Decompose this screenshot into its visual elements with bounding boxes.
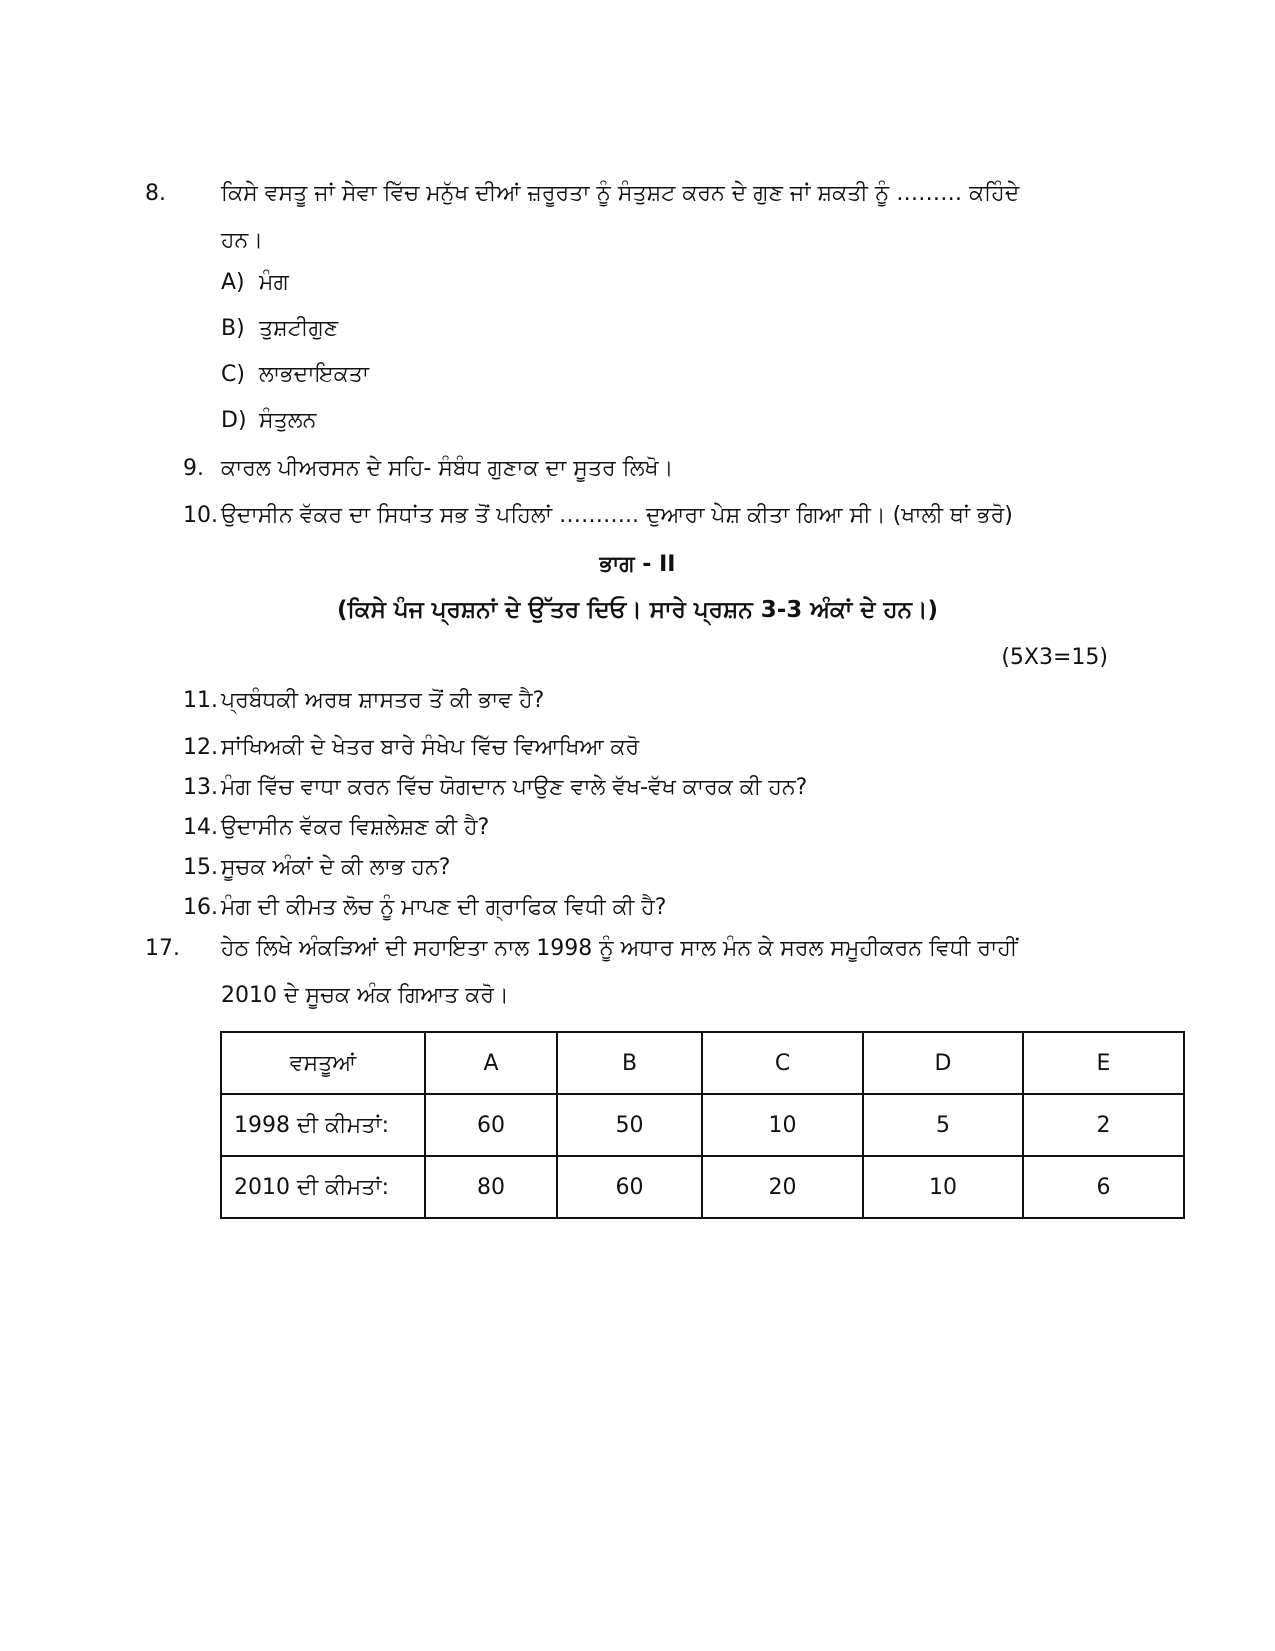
table-cell: 60	[557, 1156, 702, 1218]
question-text-line-2: 2010 ਦੇ ਸੂਚਕ ਅੰਕ ਗਿਆਤ ਕਰੋ।	[221, 983, 509, 1008]
question-16	[183, 884, 1123, 931]
table-cell: 10	[702, 1094, 863, 1156]
table-header-row	[221, 1032, 1184, 1094]
option-text: ਤੁਸ਼ਟੀਗੁਣ	[259, 316, 339, 341]
question-number: 9.	[183, 456, 204, 481]
option-c	[221, 360, 369, 390]
question-text: ਮੰਗ ਵਿੱਚ ਵਾਧਾ ਕਰਨ ਵਿੱਚ ਯੋਗਦਾਨ ਪਾਉਣ ਵਾਲੇ ਵੱਖ-ਵੱਖ ਕਾਰਕ ਕੀ ਹਨ?	[221, 775, 808, 800]
option-a	[221, 268, 289, 298]
question-text: ਸੂਚਕ ਅੰਕਾਂ ਦੇ ਕੀ ਲਾਭ ਹਨ?	[221, 855, 451, 880]
question-number: 15.	[183, 855, 218, 880]
question-11	[183, 677, 1123, 724]
table-cell: 10	[863, 1156, 1023, 1218]
table-header-cell: E	[1023, 1032, 1184, 1094]
option-label: B)	[221, 316, 245, 341]
question-number: 11.	[183, 688, 218, 713]
table-header-cell: ਵਸਤੂਆਂ	[221, 1032, 425, 1094]
question-text: ਸਾਂਖਿਅਕੀ ਦੇ ਖੇਤਰ ਬਾਰੇ ਸੰਖੇਪ ਵਿੱਚ ਵਿਆਖਿਆ ਕਰੋ	[221, 735, 640, 760]
table-header-cell: A	[425, 1032, 557, 1094]
question-number: 17.	[145, 936, 180, 961]
question-10	[183, 492, 1123, 539]
option-label: A)	[221, 270, 245, 295]
price-table	[220, 1031, 1185, 1219]
option-d	[221, 406, 316, 436]
question-number: 13.	[183, 775, 218, 800]
option-label: D)	[221, 408, 247, 433]
table-cell: 50	[557, 1094, 702, 1156]
table-cell: 60	[425, 1094, 557, 1156]
section-title: ਭਾਗ - II	[599, 552, 676, 577]
question-number: 10.	[183, 503, 218, 528]
question-number: 12.	[183, 735, 218, 760]
question-9	[183, 445, 1123, 492]
table-row-label: 2010 ਦੀ ਕੀਮਤਾਂ:	[221, 1156, 425, 1218]
table-header-cell: B	[557, 1032, 702, 1094]
table-cell: 2	[1023, 1094, 1184, 1156]
question-text: ਪ੍ਰਬੰਧਕੀ ਅਰਥ ਸ਼ਾਸਤਰ ਤੋਂ ਕੀ ਭਾਵ ਹੈ?	[221, 688, 545, 713]
table-row	[221, 1156, 1184, 1218]
question-text-line-1: ਹੇਠ ਲਿਖੇ ਅੰਕੜਿਆਂ ਦੀ ਸਹਾਇਤਾ ਨਾਲ 1998 ਨੂੰ ਅਧਾਰ ਸਾਲ ਮੰਨ ਕੇ ਸਰਲ ਸਮੂਹੀਕਰਨ ਵਿਧੀ ਰਾਹੀਂ	[221, 936, 1018, 961]
question-number: 8.	[145, 181, 166, 206]
question-8	[145, 170, 1123, 264]
table-cell: 6	[1023, 1156, 1184, 1218]
question-text-line-2: ਹਨ।	[221, 228, 264, 253]
question-text: ਉਦਾਸੀਨ ਵੱਕਰ ਦਾ ਸਿਧਾਂਤ ਸਭ ਤੋਂ ਪਹਿਲਾਂ ……….. ਦੁਆਰਾ ਪੇਸ਼ ਕੀਤਾ ਗਿਆ ਸੀ। (ਖਾਲੀ ਥਾਂ ਭਰੋ)	[221, 503, 1013, 528]
option-label: C)	[221, 362, 245, 387]
table-row-label: 1998 ਦੀ ਕੀਮਤਾਂ:	[221, 1094, 425, 1156]
section-marks: (5X3=15)	[1001, 645, 1108, 670]
question-text-line-1: ਕਿਸੇ ਵਸਤੂ ਜਾਂ ਸੇਵਾ ਵਿੱਚ ਮਨੁੱਖ ਦੀਆਂ ਜ਼ਰੂਰਤਾ ਨੂੰ ਸੰਤੁਸ਼ਟ ਕਰਨ ਦੇ ਗੁਣ ਜਾਂ ਸ਼ਕਤੀ ਨੂੰ ……… ਕਹਿੰਦੇ	[221, 181, 1020, 206]
table-cell: 20	[702, 1156, 863, 1218]
table-header-cell: D	[863, 1032, 1023, 1094]
table-cell: 5	[863, 1094, 1023, 1156]
section-instruction: (ਕਿਸੇ ਪੰਜ ਪ੍ਰਸ਼ਨਾਂ ਦੇ ਉੱਤਰ ਦਿਓ। ਸਾਰੇ ਪ੍ਰਸ਼ਨ 3-3 ਅੰਕਾਂ ਦੇ ਹਨ।)	[337, 597, 938, 623]
question-text: ਕਾਰਲ ਪੀਅਰਸਨ ਦੇ ਸਹਿ- ਸੰਬੰਧ ਗੁਣਾਕ ਦਾ ਸੂਤਰ ਲਿਖੋ।	[221, 456, 674, 481]
table-row	[221, 1094, 1184, 1156]
question-text: ਮੰਗ ਦੀ ਕੀਮਤ ਲੋਚ ਨੂੰ ਮਾਪਣ ਦੀ ਗ੍ਰਾਫਿਕ ਵਿਧੀ ਕੀ ਹੈ?	[221, 895, 667, 920]
question-number: 16.	[183, 895, 218, 920]
option-b	[221, 314, 338, 344]
question-text: ਉਦਾਸੀਨ ਵੱਕਰ ਵਿਸ਼ਲੇਸ਼ਣ ਕੀ ਹੈ?	[221, 815, 490, 840]
question-17	[145, 925, 1123, 1019]
option-text: ਸੰਤੁਲਨ	[259, 408, 317, 433]
table-header-cell: C	[702, 1032, 863, 1094]
option-text: ਲਾਭਦਾਇਕਤਾ	[259, 362, 370, 387]
table-cell: 80	[425, 1156, 557, 1218]
question-number: 14.	[183, 815, 218, 840]
option-text: ਮੰਗ	[259, 270, 289, 295]
